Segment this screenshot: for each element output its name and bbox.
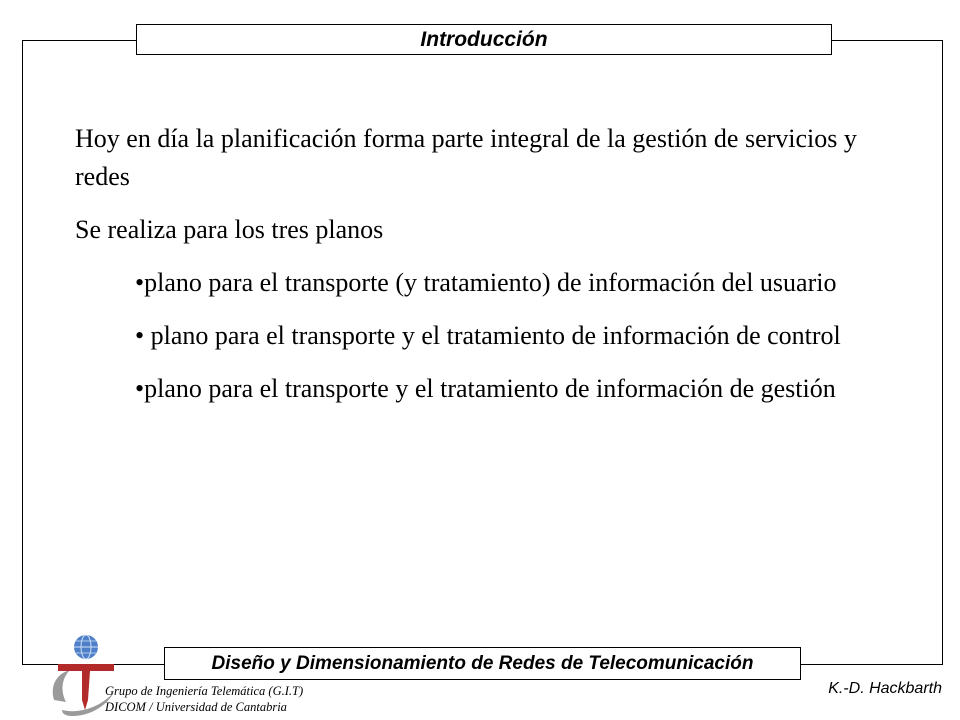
bullet-user-plane: •plano para el transporte (y tratamiento) de información del usuario <box>135 268 837 297</box>
intro-paragraph: Hoy en día la planificación forma parte integral de la gestión de servicios y redes <box>75 124 857 191</box>
footer-box <box>164 647 801 680</box>
title-box <box>136 24 832 55</box>
university-name: DICOM / Universidad de Cantabria <box>105 700 287 714</box>
logo-stem <box>82 671 90 710</box>
slide-title: Introducción <box>420 28 548 51</box>
author-name: K.-D. Hackbarth <box>828 680 942 697</box>
planes-paragraph: Se realiza para los tres planos <box>75 215 384 244</box>
logo-bar <box>58 664 114 671</box>
bullet-management-plane: •plano para el transporte y el tratamiento de información de gestión <box>135 374 836 403</box>
group-name: Grupo de Ingeniería Telemática (G.I.T) <box>105 684 304 698</box>
bullet-control-plane: • plano para el transporte y el tratamiento de información de control <box>135 321 841 350</box>
course-title: Diseño y Dimensionamiento de Redes de Telecomunicación <box>211 653 754 674</box>
slide-body <box>75 120 875 423</box>
logo-swoosh-left <box>53 670 70 702</box>
group-affiliation <box>105 683 303 715</box>
